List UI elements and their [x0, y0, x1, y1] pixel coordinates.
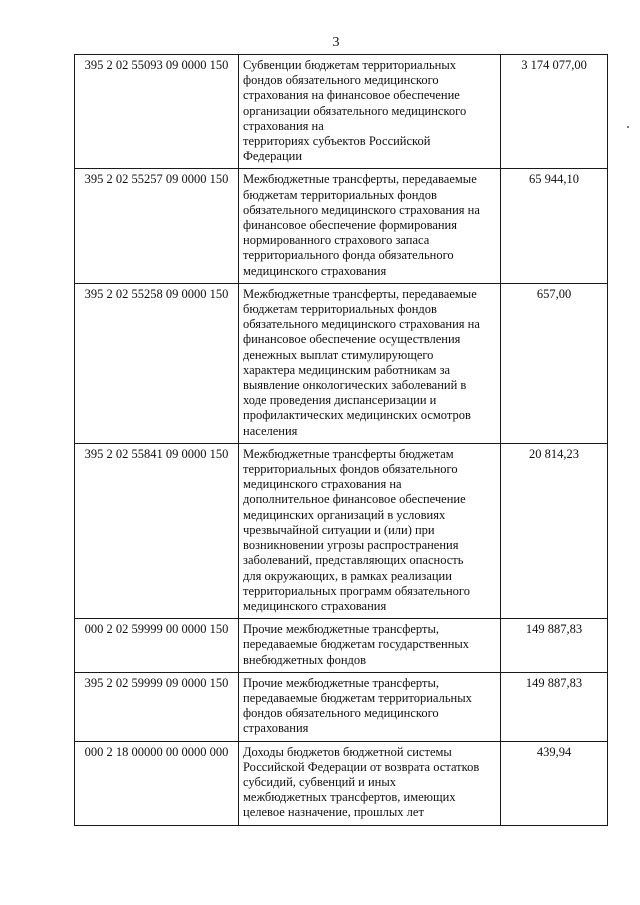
- description-line: населения: [243, 423, 298, 438]
- revenue-description-cell: [239, 619, 501, 673]
- description-line: фондов обязательного медицинского: [243, 73, 439, 88]
- table-row: [75, 55, 608, 169]
- description-line: медицинских организаций в условиях: [243, 507, 446, 522]
- description-line: территориальных фондов обязательного: [243, 462, 458, 477]
- revenue-description-cell: [239, 55, 501, 169]
- description-line: страхования: [243, 721, 309, 736]
- description-line: целевое назначение, прошлых лет: [243, 805, 424, 820]
- description-line: Доходы бюджетов бюджетной системы: [243, 744, 452, 759]
- description-line: бюджетам территориальных фондов: [243, 302, 437, 317]
- description-line: фондов обязательного медицинского: [243, 706, 439, 721]
- revenue-description-cell: [239, 283, 501, 443]
- amount-cell: 65 944,10: [501, 169, 608, 283]
- revenue-description-cell: [239, 672, 501, 741]
- budget-code-cell: 395 2 02 55258 09 0000 150: [75, 283, 239, 443]
- revenue-description-cell: [239, 741, 501, 825]
- revenue-description-cell: [239, 169, 501, 283]
- description-line: обязательного медицинского страхования на: [243, 202, 480, 217]
- table-row: [75, 672, 608, 741]
- table-row: [75, 619, 608, 673]
- amount-cell: 3 174 077,00: [501, 55, 608, 169]
- description-line: финансовое обеспечение осуществления: [243, 332, 461, 347]
- description-line: характера медицинским работникам за: [243, 362, 451, 377]
- budget-code-cell: 000 2 02 59999 00 0000 150: [75, 619, 239, 673]
- description-line: денежных выплат стимулирующего: [243, 347, 434, 362]
- description-line: Прочие межбюджетные трансферты,: [243, 675, 439, 690]
- table-row: [75, 169, 608, 283]
- description-line: финансовое обеспечение формирования: [243, 218, 457, 233]
- description-line: медицинского страхования на: [243, 477, 402, 492]
- description-line: передаваемые бюджетам территориальных: [243, 690, 472, 705]
- amount-cell: 149 887,83: [501, 672, 608, 741]
- description-line: дополнительное финансовое обеспечение: [243, 492, 466, 507]
- description-line: возникновении угрозы распространения: [243, 538, 459, 553]
- amount-cell: 657,00: [501, 283, 608, 443]
- description-line: медицинского страхования: [243, 598, 387, 613]
- description-line: нормированного страхового запаса: [243, 233, 430, 248]
- description-line: бюджетам территориальных фондов: [243, 187, 437, 202]
- description-line: субсидий, субвенций и иных: [243, 774, 396, 789]
- description-line: страхования на: [243, 118, 324, 133]
- description-line: обязательного медицинского страхования на: [243, 317, 480, 332]
- description-line: территориальных программ обязательного: [243, 583, 470, 598]
- budget-code-cell: 395 2 02 55257 09 0000 150: [75, 169, 239, 283]
- page-number: 3: [332, 35, 340, 50]
- description-line: для окружающих, в рамках реализации: [243, 568, 452, 583]
- description-line: территориях субъектов Российской: [243, 134, 431, 149]
- budget-code-cell: 395 2 02 55841 09 0000 150: [75, 443, 239, 618]
- description-line: Федерации: [243, 149, 303, 164]
- amount-cell: 439,94: [501, 741, 608, 825]
- description-line: заболеваний, представляющих опасность: [243, 553, 464, 568]
- description-line: территориального фонда обязательного: [243, 248, 454, 263]
- description-line: ходе проведения диспансеризации и: [243, 393, 437, 408]
- description-line: внебюджетных фондов: [243, 652, 367, 667]
- description-line: чрезвычайной ситуации и (или) при: [243, 522, 435, 537]
- budget-revenue-table: [74, 54, 608, 826]
- description-line: медицинского страхования: [243, 263, 387, 278]
- table-body: [75, 55, 608, 826]
- description-line: Межбюджетные трансферты бюджетам: [243, 446, 454, 461]
- budget-code-cell: 395 2 02 55093 09 0000 150: [75, 55, 239, 169]
- revenue-description-cell: [239, 443, 501, 618]
- description-line: выявление онкологических заболеваний в: [243, 378, 467, 393]
- amount-cell: 149 887,83: [501, 619, 608, 673]
- description-line: страхования на финансовое обеспечение: [243, 88, 460, 103]
- description-line: Межбюджетные трансферты, передаваемые: [243, 172, 477, 187]
- table-row: [75, 741, 608, 825]
- description-line: межбюджетных трансфертов, имеющих: [243, 790, 456, 805]
- description-line: Межбюджетные трансферты, передаваемые: [243, 286, 477, 301]
- description-line: профилактических медицинских осмотров: [243, 408, 471, 423]
- margin-mark: [627, 126, 629, 128]
- description-line: организации обязательного медицинского: [243, 103, 467, 118]
- table-row: [75, 283, 608, 443]
- description-line: Прочие межбюджетные трансферты,: [243, 622, 439, 637]
- table-row: [75, 443, 608, 618]
- description-line: Субвенции бюджетам территориальных: [243, 58, 456, 72]
- description-line: передаваемые бюджетам государственных: [243, 637, 470, 652]
- budget-code-cell: 395 2 02 59999 09 0000 150: [75, 672, 239, 741]
- amount-cell: 20 814,23: [501, 443, 608, 618]
- description-line: Российской Федерации от возврата остатков: [243, 759, 480, 774]
- budget-code-cell: 000 2 18 00000 00 0000 000: [75, 741, 239, 825]
